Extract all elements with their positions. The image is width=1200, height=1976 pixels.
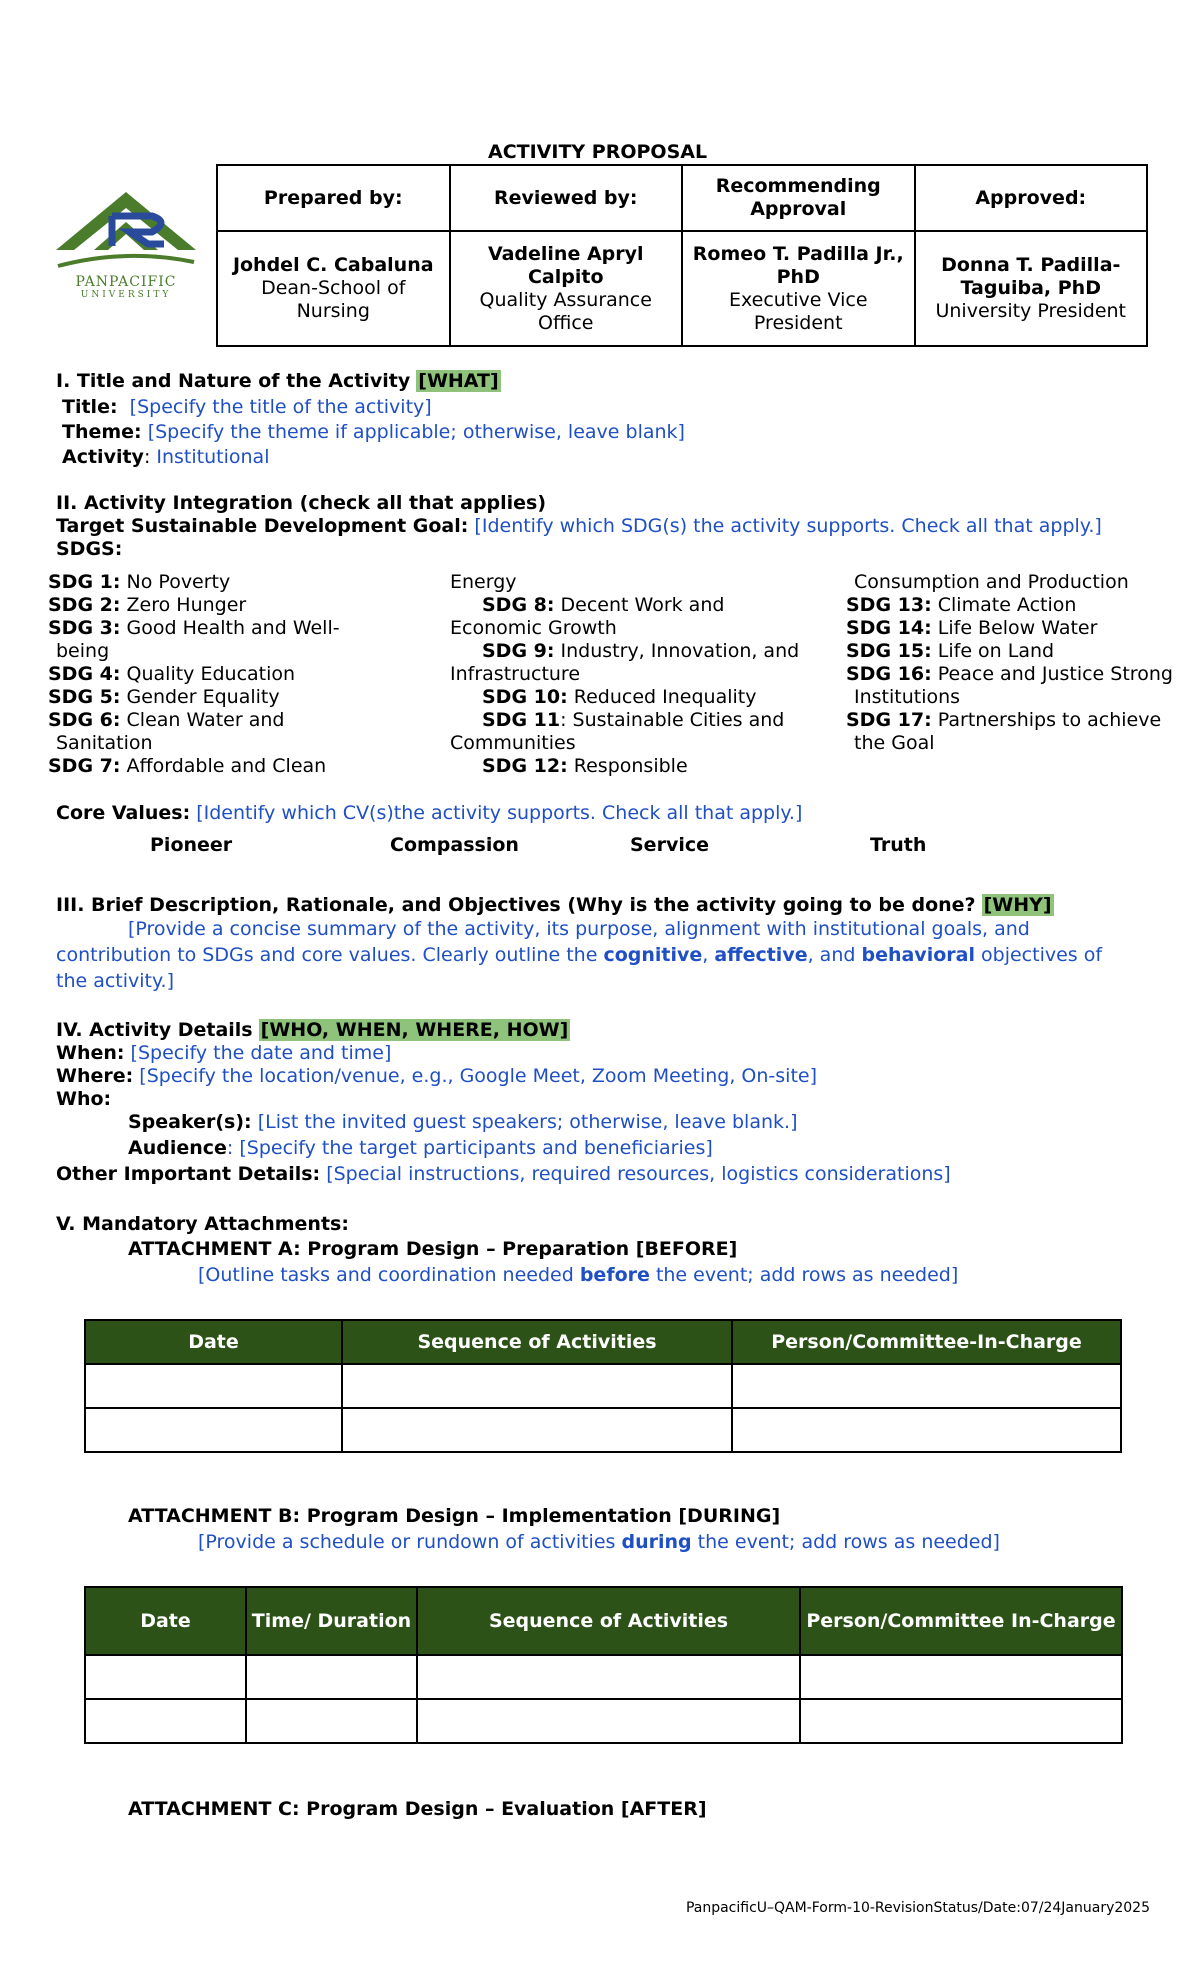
sdg-item-cont: Institutions: [854, 686, 961, 708]
other-details-field: Other Important Details: [Special instructions, required resources, logistics considerations]: [56, 1163, 951, 1185]
description-line-2: contribution to SDGs and core values. Clearly outline the cognitive, affective, and behavioral objectives of: [56, 944, 1103, 966]
sdg-item: SDG 16: Peace and Justice Strong: [846, 663, 1173, 685]
approver-role: Executive Vice President: [728, 288, 868, 334]
approver-role: University President: [935, 300, 1126, 322]
logo-subtext: UNIVERSITY: [80, 290, 172, 300]
approver-cell: [682, 231, 915, 346]
sdg-item: SDG 9: Industry, Innovation, and: [482, 640, 800, 662]
core-value-compassion[interactable]: Compassion: [390, 834, 519, 856]
sdg-column-1: [48, 571, 340, 778]
table-cell[interactable]: [417, 1655, 800, 1699]
table-cell[interactable]: [85, 1408, 342, 1452]
attachment-b-table: [84, 1586, 1123, 1744]
section-1-heading: I. Title and Nature of the Activity [WHAT]: [56, 370, 499, 392]
theme-field: Theme: [Specify the theme if applicable; otherwise, leave blank]: [62, 421, 685, 443]
attachment-c-title: ATTACHMENT C: Program Design – Evaluation [AFTER]: [128, 1798, 707, 1820]
sdg-item-cont: being: [56, 640, 110, 662]
sdg-item: SDG 8: Decent Work and: [482, 594, 725, 616]
sdg-column-3: [846, 571, 1173, 755]
core-value-service[interactable]: Service: [630, 834, 709, 856]
where-field: Where: [Specify the location/venue, e.g., Google Meet, Zoom Meeting, On-site]: [56, 1065, 817, 1087]
sdg-item: SDG 5: Gender Equality: [48, 686, 280, 708]
sdg-item-cont: Economic Growth: [450, 617, 617, 639]
title-value: [Specify the title of the activity]: [129, 396, 432, 418]
sdg-item-cont: Sanitation: [56, 732, 153, 754]
core-values-field: Core Values: [Identify which CV(s)the activity supports. Check all that apply.]: [56, 802, 803, 824]
sdg-item-cont: Energy: [450, 571, 517, 593]
table-cell[interactable]: [732, 1408, 1121, 1452]
table-cell[interactable]: [417, 1699, 800, 1743]
what-tag: [WHAT]: [418, 370, 499, 392]
table-cell[interactable]: [732, 1364, 1121, 1408]
reviewed-by-header: Reviewed by:: [450, 165, 683, 231]
table-cell[interactable]: [800, 1699, 1122, 1743]
sdg-item: SDG 10: Reduced Inequality: [482, 686, 757, 708]
attachment-b-note: [Provide a schedule or rundown of activities during the event; add rows as needed]: [198, 1531, 1000, 1553]
approver-name: Romeo T. Padilla Jr., PhD: [692, 242, 904, 288]
approver-cell: [217, 231, 450, 346]
core-value-truth[interactable]: Truth: [870, 834, 927, 856]
approved-header: Approved:: [915, 165, 1148, 231]
table-cell[interactable]: [246, 1699, 417, 1743]
table-cell[interactable]: [342, 1408, 732, 1452]
approvals-table: [216, 164, 1148, 347]
prepared-by-header: Prepared by:: [217, 165, 450, 231]
approver-cell: [450, 231, 683, 346]
table-row: [85, 1655, 1122, 1699]
logo-mark-icon: [52, 186, 200, 276]
table-cell[interactable]: [85, 1699, 246, 1743]
sdg-item-cont: the Goal: [854, 732, 935, 754]
theme-value: [Specify the theme if applicable; otherwise, leave blank]: [147, 421, 685, 443]
attachment-a-note: [Outline tasks and coordination needed before the event; add rows as needed]: [198, 1264, 959, 1286]
attachment-a-title: ATTACHMENT A: Program Design – Preparation [BEFORE]: [128, 1238, 738, 1260]
sdg-item-cont: Consumption and Production: [854, 571, 1129, 593]
sdgs-label: SDGS:: [56, 538, 123, 560]
table-cell[interactable]: [85, 1364, 342, 1408]
sdg-item: SDG 15: Life on Land: [846, 640, 1055, 662]
approver-role: Dean-School of Nursing: [261, 277, 406, 322]
university-logo: [52, 186, 200, 302]
section-3-heading: III. Brief Description, Rationale, and Objectives (Why is the activity going to be done? [WHY]: [56, 894, 1052, 916]
sdg-item: SDG 2: Zero Hunger: [48, 594, 247, 616]
approver-name: Donna T. Padilla-Taguiba, PhD: [941, 254, 1121, 299]
sdg-item-cont: Communities: [450, 732, 576, 754]
table-cell[interactable]: [342, 1364, 732, 1408]
sdg-item: SDG 11: Sustainable Cities and: [482, 709, 785, 731]
sdg-column-2: [450, 571, 799, 778]
col-time-duration: Time/ Duration: [246, 1587, 417, 1655]
table-row: [85, 1699, 1122, 1743]
table-cell[interactable]: [800, 1655, 1122, 1699]
table-cell[interactable]: [246, 1655, 417, 1699]
activity-field: Activity: Institutional: [62, 446, 270, 468]
attachment-b-title: ATTACHMENT B: Program Design – Implementation [DURING]: [128, 1505, 781, 1527]
sdg-goal-field: Target Sustainable Development Goal: [Identify which SDG(s) the activity supports. Check all that apply.]: [56, 515, 1102, 537]
recommending-header: Recommending Approval: [682, 165, 915, 231]
sdg-item: SDG 1: No Poverty: [48, 571, 231, 593]
col-sequence: Sequence of Activities: [342, 1320, 732, 1364]
who-when-tag: [WHO, WHEN, WHERE, HOW]: [260, 1019, 569, 1041]
doc-title: ACTIVITY PROPOSAL: [488, 141, 708, 163]
col-sequence: Sequence of Activities: [417, 1587, 800, 1655]
description-line-3: the activity.]: [56, 970, 174, 992]
core-value-pioneer[interactable]: Pioneer: [150, 834, 233, 856]
approver-cell: [915, 231, 1148, 346]
table-row: [85, 1364, 1121, 1408]
sdg-item: SDG 14: Life Below Water: [846, 617, 1098, 639]
section-2-heading: II. Activity Integration (check all that applies): [56, 492, 547, 514]
sdg-item: SDG 13: Climate Action: [846, 594, 1077, 616]
sdg-item: SDG 17: Partnerships to achieve: [846, 709, 1162, 731]
col-date: Date: [85, 1587, 246, 1655]
sdg-item-cont: Infrastructure: [450, 663, 581, 685]
sdg-item: SDG 6: Clean Water and: [48, 709, 285, 731]
audience-field: Audience: [Specify the target participants and beneficiaries]: [128, 1137, 713, 1159]
table-cell[interactable]: [85, 1655, 246, 1699]
description-line-1: [Provide a concise summary of the activity, its purpose, alignment with institutional goals, and: [128, 918, 1030, 940]
when-field: When: [Specify the date and time]: [56, 1042, 392, 1064]
approver-name: Johdel C. Cabaluna: [232, 254, 434, 276]
form-footer: PanpacificU–QAM-Form-10-RevisionStatus/Date:07/24January2025: [685, 1900, 1150, 1916]
attachment-a-table: [84, 1319, 1122, 1453]
col-person: Person/Committee-In-Charge: [732, 1320, 1121, 1364]
sdg-item: SDG 3: Good Health and Well-: [48, 617, 340, 639]
sdg-item: SDG 12: Responsible: [482, 755, 688, 777]
who-label: Who:: [56, 1088, 112, 1110]
col-person: Person/Committee In-Charge: [800, 1587, 1122, 1655]
approver-role: Quality Assurance Office: [479, 288, 652, 334]
section-4-heading: IV. Activity Details [WHO, WHEN, WHERE, HOW]: [56, 1019, 569, 1041]
activity-value: Institutional: [156, 446, 270, 468]
col-date: Date: [85, 1320, 342, 1364]
logo-text: PANPACIFIC: [75, 274, 177, 290]
speakers-field: Speaker(s): [List the invited guest speakers; otherwise, leave blank.]: [128, 1111, 798, 1133]
title-field: Title: [Specify the title of the activity]: [62, 396, 432, 418]
section-5-heading: V. Mandatory Attachments:: [56, 1213, 349, 1235]
sdg-item: SDG 4: Quality Education: [48, 663, 296, 685]
sdg-item: SDG 7: Affordable and Clean: [48, 755, 327, 777]
why-tag: [WHY]: [983, 894, 1052, 916]
table-row: [85, 1408, 1121, 1452]
approver-name: Vadeline Apryl Calpito: [487, 242, 644, 288]
